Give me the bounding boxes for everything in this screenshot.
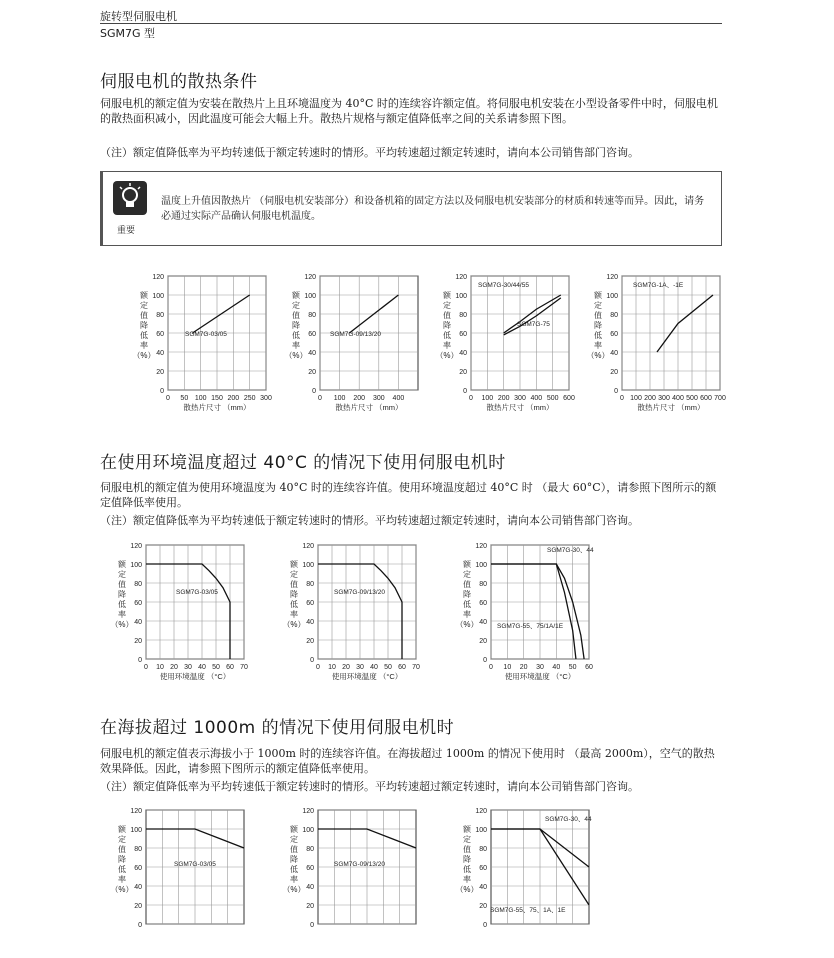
y-tick-label: 0 xyxy=(310,922,314,929)
y-axis-label: 额定值降低率（%） xyxy=(110,560,134,629)
y-tick-label: 120 xyxy=(130,808,142,815)
x-tick-label: 500 xyxy=(546,395,559,402)
important-note-box xyxy=(100,171,722,246)
y-tick-label: 120 xyxy=(302,543,314,550)
x-tick-label: 20 xyxy=(170,664,178,671)
x-tick-label: 70 xyxy=(240,664,248,671)
x-tick-label: 0 xyxy=(318,395,322,402)
x-tick-label: 30 xyxy=(536,664,544,671)
series-label: SGM7G-55、75/1A/1E xyxy=(497,623,564,630)
lightbulb-icon xyxy=(113,181,147,215)
series-label: SGM7G-09/13/20 xyxy=(330,331,381,338)
y-tick-label: 120 xyxy=(606,274,618,281)
x-tick-label: 300 xyxy=(260,395,272,402)
x-tick-label: 30 xyxy=(184,664,192,671)
x-tick-label: 0 xyxy=(144,664,148,671)
x-tick-label: 60 xyxy=(585,664,593,671)
y-tick-label: 100 xyxy=(302,827,314,834)
series-label: SGM7G-30、44 xyxy=(547,547,594,554)
y-tick-label: 80 xyxy=(308,312,316,319)
section-paragraph-altitude: 伺服电机的额定值表示海拔小于 1000m 时的连续容许值。在海拔超过 1000m 的情况下使用时 （最高 2000m），空气的散热效果降低。因此，请参照下图所示的额定值降低率使用。 xyxy=(100,747,715,775)
x-axis-label: 散热片尺寸 （mm） xyxy=(486,403,554,412)
series-label: SGM7G-03/05 xyxy=(185,331,227,338)
x-tick-label: 40 xyxy=(198,664,206,671)
y-tick-label: 60 xyxy=(479,600,487,607)
x-tick-label: 200 xyxy=(644,395,656,402)
y-tick-label: 100 xyxy=(455,293,467,300)
y-axis-label: 额定值降低率（%） xyxy=(455,560,479,629)
y-tick-label: 80 xyxy=(134,846,142,853)
y-tick-label: 40 xyxy=(156,350,164,357)
y-tick-label: 0 xyxy=(160,388,164,395)
y-tick-label: 40 xyxy=(610,350,618,357)
y-tick-label: 40 xyxy=(459,350,467,357)
x-tick-label: 50 xyxy=(180,395,189,402)
header-model: SGM7G 型 xyxy=(100,27,156,40)
y-tick-label: 20 xyxy=(479,638,487,645)
important-label: 重要 xyxy=(117,226,136,236)
y-tick-label: 20 xyxy=(306,903,314,910)
x-tick-label: 150 xyxy=(211,395,223,402)
x-tick-label: 50 xyxy=(384,664,392,671)
x-tick-label: 700 xyxy=(714,395,726,402)
y-tick-label: 40 xyxy=(306,619,314,626)
y-tick-label: 80 xyxy=(134,581,142,588)
x-tick-label: 0 xyxy=(620,395,624,402)
x-tick-label: 600 xyxy=(563,395,575,402)
section-title-heat: 伺服电机的散热条件 xyxy=(100,72,258,92)
y-tick-label: 0 xyxy=(463,388,467,395)
y-tick-label: 20 xyxy=(459,369,467,376)
x-tick-label: 20 xyxy=(342,664,350,671)
series-label: SGM7G-75 xyxy=(517,321,550,328)
x-tick-label: 300 xyxy=(514,395,526,402)
y-axis-label: 额定值降低率（%） xyxy=(284,291,308,360)
y-tick-label: 0 xyxy=(614,388,618,395)
x-tick-label: 10 xyxy=(503,664,512,671)
x-tick-label: 600 xyxy=(700,395,712,402)
y-tick-label: 80 xyxy=(156,312,164,319)
x-tick-label: 50 xyxy=(212,664,220,671)
x-tick-label: 200 xyxy=(497,395,510,402)
x-tick-label: 100 xyxy=(630,395,642,402)
y-tick-label: 60 xyxy=(308,331,316,338)
y-tick-label: 100 xyxy=(475,562,487,569)
series-label: SGM7G-1A、-1E xyxy=(633,282,684,289)
y-axis-label: 额定值降低率（%） xyxy=(110,825,134,894)
chart-altitude-30-44-55-75 xyxy=(455,806,605,958)
series-label: SGM7G-03/05 xyxy=(174,861,216,868)
section-title-temperature: 在使用环境温度超过 40°C 的情况下使用伺服电机时 xyxy=(100,453,506,473)
y-tick-label: 60 xyxy=(306,865,314,872)
x-tick-label: 0 xyxy=(469,395,473,402)
y-tick-label: 80 xyxy=(306,846,314,853)
x-tick-label: 400 xyxy=(392,395,405,402)
x-tick-label: 30 xyxy=(356,664,364,671)
y-tick-label: 100 xyxy=(130,827,142,834)
chart-temp-03-05 xyxy=(110,541,260,693)
y-tick-label: 60 xyxy=(479,865,487,872)
x-tick-label: 200 xyxy=(227,395,240,402)
section-note-temperature: （注）额定值降低率为平均转速低于额定转速时的情形。平均转速超过额定转速时，请向本公司销售部门咨询。 xyxy=(100,514,639,527)
x-axis-label: 散热片尺寸 （mm） xyxy=(183,403,251,412)
y-axis-label: 额定值降低率（%） xyxy=(132,291,156,360)
y-tick-label: 20 xyxy=(134,903,142,910)
y-tick-label: 0 xyxy=(483,657,487,664)
chart-heatsink-03-05 xyxy=(110,272,282,424)
y-tick-label: 40 xyxy=(306,884,314,891)
x-tick-label: 20 xyxy=(519,664,528,671)
y-tick-label: 120 xyxy=(475,543,487,550)
series-label: SGM7G-30、44 xyxy=(545,816,592,823)
x-tick-label: 60 xyxy=(398,664,406,671)
y-tick-label: 0 xyxy=(483,922,487,929)
y-tick-label: 20 xyxy=(479,903,487,910)
x-tick-label: 100 xyxy=(194,395,207,402)
x-tick-label: 10 xyxy=(328,664,336,671)
y-tick-label: 40 xyxy=(134,884,142,891)
x-axis-label: 散热片尺寸 （mm） xyxy=(637,403,705,412)
x-tick-label: 50 xyxy=(568,664,577,671)
y-tick-label: 0 xyxy=(310,657,314,664)
y-tick-label: 40 xyxy=(134,619,142,626)
chart-temp-09-13-20 xyxy=(282,541,432,693)
y-axis-label: 额定值降低率（%） xyxy=(282,560,306,629)
y-tick-label: 40 xyxy=(479,619,487,626)
y-tick-label: 60 xyxy=(306,600,314,607)
x-tick-label: 100 xyxy=(333,395,346,402)
x-tick-label: 200 xyxy=(353,395,366,402)
chart-heatsink-09-13-20 xyxy=(262,272,434,424)
y-tick-label: 120 xyxy=(475,808,487,815)
y-tick-label: 100 xyxy=(130,562,142,569)
y-tick-label: 80 xyxy=(610,312,618,319)
header-rule xyxy=(100,23,722,24)
y-tick-label: 80 xyxy=(479,581,487,588)
x-axis-label: 使用环境温度 （°C） xyxy=(331,672,403,681)
y-tick-label: 120 xyxy=(304,274,316,281)
y-axis-label: 额定值降低率（%） xyxy=(586,291,610,360)
chart-heatsink-30-44-55-75 xyxy=(413,272,585,424)
x-tick-label: 300 xyxy=(658,395,670,402)
x-tick-label: 250 xyxy=(243,395,256,402)
y-tick-label: 80 xyxy=(306,581,314,588)
y-axis-label: 额定值降低率（%） xyxy=(435,291,459,360)
x-tick-label: 100 xyxy=(481,395,494,402)
x-tick-label: 70 xyxy=(412,664,420,671)
series-label: SGM7G-09/13/20 xyxy=(334,589,385,596)
x-axis-label: 使用环境温度 （°C） xyxy=(504,672,576,681)
y-tick-label: 60 xyxy=(156,331,164,338)
x-tick-label: 40 xyxy=(370,664,378,671)
y-tick-label: 120 xyxy=(130,543,142,550)
chart-altitude-09-13-20 xyxy=(282,806,432,958)
x-tick-label: 0 xyxy=(316,664,320,671)
x-axis-label: 散热片尺寸 （mm） xyxy=(335,403,403,412)
series-label: SGM7G-03/05 xyxy=(176,589,218,596)
y-tick-label: 20 xyxy=(134,638,142,645)
y-tick-label: 100 xyxy=(302,562,314,569)
y-tick-label: 120 xyxy=(455,274,467,281)
important-text: 温度上升值因散热片 （伺服电机安装部分）和设备机箱的固定方法以及伺服电机安装部分的材质和转速等而异。因此，请务必通过实际产品确认伺服电机温度。 xyxy=(161,196,705,222)
y-axis-label: 额定值降低率（%） xyxy=(282,825,306,894)
y-tick-label: 0 xyxy=(312,388,316,395)
y-tick-label: 0 xyxy=(138,657,142,664)
header-category: 旋转型伺服电机 xyxy=(100,10,177,23)
y-tick-label: 60 xyxy=(134,865,142,872)
y-tick-label: 40 xyxy=(308,350,316,357)
x-tick-label: 60 xyxy=(226,664,234,671)
x-tick-label: 300 xyxy=(372,395,385,402)
section-paragraph-heat: 伺服电机的额定值为安装在散热片上且环境温度为 40°C 时的连续容许额定值。将伺服电机安装在小型设备零件中时，伺服电机的散热面积减小，因此温度可能会大幅上升。散热片规格与额定值降低率之间的关系请参照下图。 xyxy=(100,97,718,125)
x-axis-label: 使用环境温度 （°C） xyxy=(159,672,231,681)
y-tick-label: 100 xyxy=(475,827,487,834)
y-tick-label: 100 xyxy=(304,293,316,300)
y-tick-label: 20 xyxy=(156,369,164,376)
y-tick-label: 40 xyxy=(479,884,487,891)
x-tick-label: 500 xyxy=(686,395,698,402)
section-title-altitude: 在海拔超过 1000m 的情况下使用伺服电机时 xyxy=(100,718,455,738)
y-tick-label: 100 xyxy=(152,293,164,300)
x-tick-label: 40 xyxy=(552,664,561,671)
series-label: SGM7G-55、75、1A、1E xyxy=(490,907,566,914)
x-tick-label: 400 xyxy=(672,395,684,402)
y-tick-label: 20 xyxy=(306,638,314,645)
chart-temp-30-44-55-75 xyxy=(455,541,605,693)
y-axis-label: 额定值降低率（%） xyxy=(455,825,479,894)
y-tick-label: 60 xyxy=(134,600,142,607)
y-tick-label: 20 xyxy=(308,369,316,376)
y-tick-label: 60 xyxy=(459,331,467,338)
section-note-heat: （注）额定值降低率为平均转速低于额定转速时的情形。平均转速超过额定转速时，请向本公司销售部门咨询。 xyxy=(100,146,639,159)
chart-heatsink-1a-1e xyxy=(564,272,736,424)
y-tick-label: 0 xyxy=(138,922,142,929)
y-tick-label: 60 xyxy=(610,331,618,338)
x-tick-label: 10 xyxy=(156,664,164,671)
section-paragraph-temperature: 伺服电机的额定值为使用环境温度为 40°C 时的连续容许值。使用环境温度超过 40°C 时 （最大 60°C），请参照下图所示的额定值降低率使用。 xyxy=(100,481,717,509)
y-tick-label: 120 xyxy=(152,274,164,281)
x-tick-label: 0 xyxy=(166,395,170,402)
y-tick-label: 80 xyxy=(479,846,487,853)
y-tick-label: 120 xyxy=(302,808,314,815)
chart-altitude-03-05 xyxy=(110,806,260,958)
series-label: SGM7G-30/44/55 xyxy=(478,282,529,289)
x-tick-label: 400 xyxy=(530,395,543,402)
x-tick-label: 0 xyxy=(489,664,493,671)
y-tick-label: 20 xyxy=(610,369,618,376)
series-label: SGM7G-09/13/20 xyxy=(334,861,385,868)
section-note-altitude: （注）额定值降低率为平均转速低于额定转速时的情形。平均转速超过额定转速时，请向本公司销售部门咨询。 xyxy=(100,780,639,793)
y-tick-label: 100 xyxy=(606,293,618,300)
y-tick-label: 80 xyxy=(459,312,467,319)
